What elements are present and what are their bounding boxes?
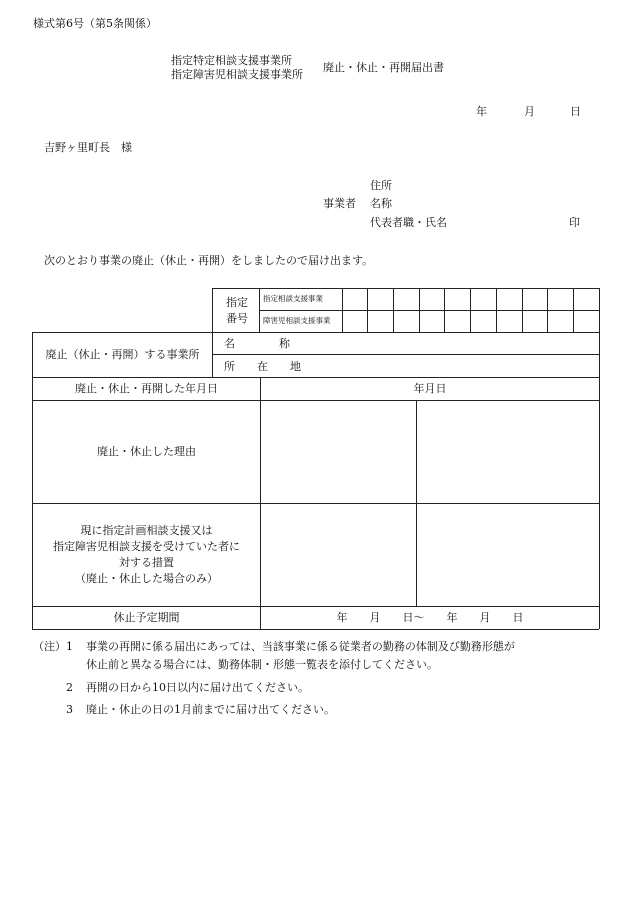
date-row-label: 廃止・休止・再開した年月日 bbox=[75, 382, 218, 396]
measures-line-2: 指定障害児相談支援を受けていた者に bbox=[53, 540, 240, 554]
name-label: 名称 bbox=[370, 197, 392, 210]
designation-label-1: 指定 bbox=[226, 296, 248, 309]
note-text: 廃止・休止の日の1月前までに届け出てください。 bbox=[86, 703, 335, 716]
measures-line-3: 対する措置 bbox=[119, 556, 174, 569]
office-row-label: 廃止（休止・再開）する事業所 bbox=[45, 348, 200, 362]
reason-label: 廃止・休止した理由 bbox=[97, 445, 196, 459]
applicant-group-label: 事業者 bbox=[323, 197, 356, 210]
note-number: 1 bbox=[66, 640, 73, 653]
office-address-label: 所 在 地 bbox=[224, 360, 301, 373]
office-type-2: 指定障害児相談支援事業所 bbox=[171, 68, 303, 81]
designation-type-2: 障害児相談支援事業 bbox=[263, 316, 331, 325]
note-text: 再開の日から10日以内に届け出てください。 bbox=[86, 681, 309, 694]
note-text: 事業の再開に係る届出にあっては、当該事業に係る従業者の勤務の体制及び勤務形態が bbox=[86, 640, 515, 653]
measures-line-4: （廃止・休止した場合のみ） bbox=[75, 571, 218, 585]
form-number: 様式第6号（第5条関係） bbox=[33, 17, 157, 30]
suspension-value: 年 月 日～ 年 月 日 bbox=[336, 611, 524, 625]
notes-label: （注） bbox=[33, 640, 66, 653]
note-text: 休止前と異なる場合には、勤務体制・形態一覧表を添付してください。 bbox=[86, 658, 438, 671]
date-year-label: 年 bbox=[476, 105, 487, 118]
date-day-label: 日 bbox=[570, 105, 581, 118]
note-number: 3 bbox=[66, 703, 73, 716]
office-type-1: 指定特定相談支援事業所 bbox=[171, 54, 292, 67]
date-row-value: 年月日 bbox=[413, 382, 447, 396]
addressee: 吉野ヶ里町長 様 bbox=[44, 141, 132, 154]
document-title: 廃止・休止・再開届出書 bbox=[323, 61, 444, 74]
designation-label-2: 番号 bbox=[226, 312, 248, 325]
suspension-label: 休止予定期間 bbox=[113, 611, 180, 625]
measures-line-1: 現に指定計画相談支援又は bbox=[80, 524, 213, 538]
address-label: 住所 bbox=[370, 179, 392, 192]
office-name-label: 名 称 bbox=[224, 337, 290, 350]
note-number: 2 bbox=[66, 681, 73, 694]
intro-text: 次のとおり事業の廃止（休止・再開）をしましたので届け出ます。 bbox=[44, 254, 374, 267]
measures-label bbox=[33, 504, 260, 606]
date-month-label: 月 bbox=[524, 105, 535, 118]
seal-mark: 印 bbox=[569, 216, 580, 229]
representative-label: 代表者職・氏名 bbox=[370, 216, 447, 229]
designation-type-1: 指定相談支援事業 bbox=[263, 294, 323, 303]
